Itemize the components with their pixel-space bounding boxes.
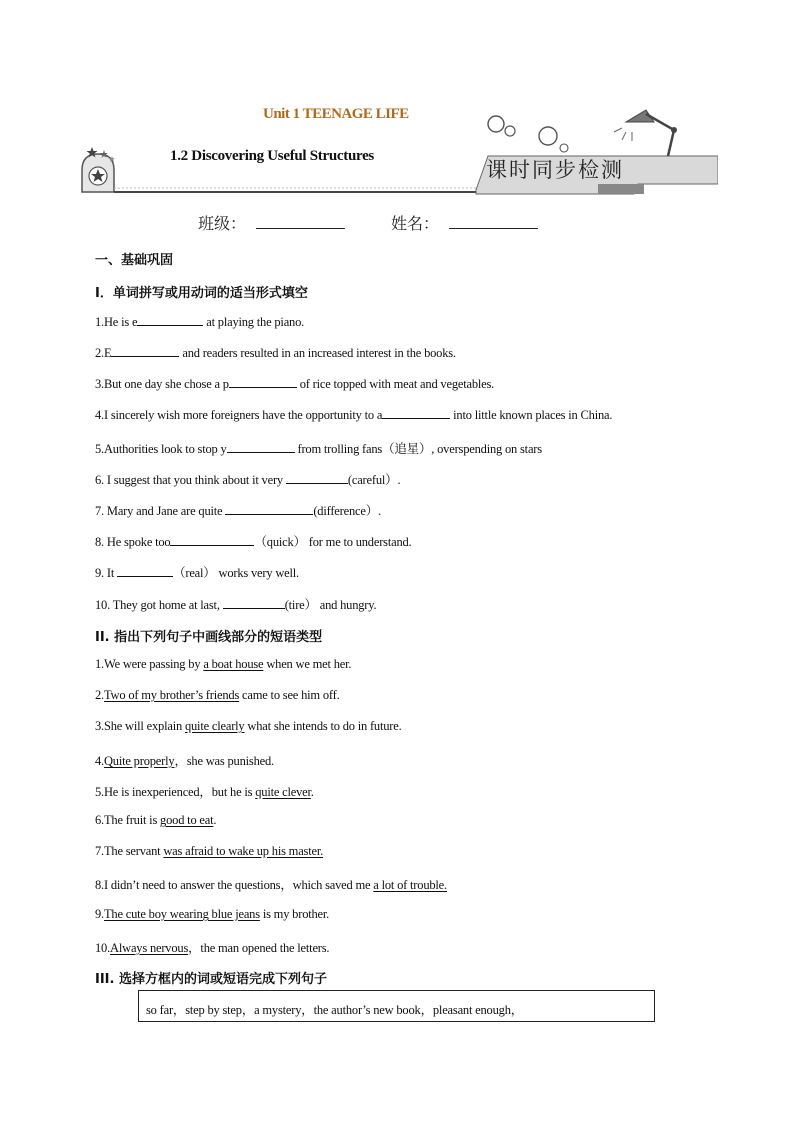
underlined-phrase: The cute boy wearing blue jeans: [103, 907, 260, 921]
question-item: 1.He is e at playing the piano.: [95, 315, 305, 329]
underlined-phrase: a boat house: [203, 657, 264, 671]
lamp-icon: [614, 110, 677, 156]
part-title: II. 指出下列句子中画线部分的短语类型: [95, 630, 323, 645]
question-item: 8.I didn’t need to answer the questions，which saved me a lot of trouble.: [95, 878, 447, 892]
student-info-row: [0, 208, 794, 238]
question-item: 6.The fruit is good to eat.: [95, 813, 217, 827]
underlined-phrase: quite clever: [255, 785, 311, 799]
question-item: 2.E and readers resulted in an increased interest in the books.: [95, 346, 456, 360]
class-label: 班级：: [198, 214, 247, 233]
underlined-phrase: Two of my brother’s friends: [103, 688, 240, 702]
underlined-phrase: a lot of trouble.: [373, 878, 447, 892]
question-item: 3.But one day she chose a p of rice topped with meat and vegetables.: [95, 377, 495, 391]
question-item: 8. He spoke too （quick） for me to understand.: [95, 535, 412, 549]
question-item: 9. It （real） works very well.: [95, 566, 299, 580]
question-item: 9.The cute boy wearing blue jeans is my brother.: [95, 907, 330, 921]
question-item: 4.I sincerely wish more foreigners have the opportunity to a into little known places in China.: [95, 408, 613, 422]
answer-blank[interactable]: [117, 565, 173, 577]
question-item: 7.The servant was afraid to wake up his master.: [95, 844, 324, 858]
word-box-text: so far，step by step，a mystery，the author’s new book，pleasant enough，: [146, 1003, 524, 1017]
answer-blank[interactable]: [227, 441, 295, 453]
question-item: 10. They got home at last, (tire） and hungry.: [95, 598, 377, 612]
answer-blank[interactable]: [170, 534, 254, 546]
name-label: 姓名：: [391, 214, 440, 233]
answer-blank[interactable]: [111, 345, 179, 357]
lesson-title: 1.2 Discovering Useful Structures: [170, 148, 374, 164]
question-item: 3.She will explain quite clearly what she intends to do in future.: [95, 719, 402, 733]
badge-icon: [82, 147, 115, 192]
question-item: 10.Always nervous，the man opened the letters.: [95, 941, 330, 955]
class-blank[interactable]: [256, 228, 345, 229]
name-blank[interactable]: [449, 228, 538, 229]
answer-blank[interactable]: [137, 314, 203, 326]
part-title: I．单词拼写或用动词的适当形式填空: [95, 286, 308, 301]
question-item: 6. I suggest that you think about it very (careful）.: [95, 473, 401, 487]
underlined-phrase: good to eat: [160, 813, 214, 827]
question-item: 4.Quite properly，she was punished.: [95, 754, 274, 768]
underlined-phrase: was afraid to wake up his master.: [163, 844, 324, 858]
answer-blank[interactable]: [223, 597, 285, 609]
question-item: 7. Mary and Jane are quite (difference）.: [95, 504, 381, 518]
header-banner: [78, 92, 718, 202]
question-item: 5.Authorities look to stop y from trolling fans（追星）, overspending on stars: [95, 442, 542, 456]
underlined-phrase: Quite properly: [103, 754, 175, 768]
underlined-phrase: Always nervous: [110, 941, 189, 955]
word-box: [138, 990, 655, 1022]
answer-blank[interactable]: [229, 376, 297, 388]
part-title: III. 选择方框内的词或短语完成下列句子: [95, 972, 327, 987]
unit-title: Unit 1 TEENAGE LIFE: [263, 106, 409, 122]
underlined-phrase: quite clearly: [184, 719, 245, 733]
bubbles-icon: [488, 116, 568, 152]
answer-blank[interactable]: [286, 472, 348, 484]
question-item: 1.We were passing by a boat house when we met her.: [95, 657, 352, 671]
answer-blank[interactable]: [225, 503, 313, 515]
question-item: 5.He is inexperienced，but he is quite clever.: [95, 785, 314, 799]
question-item: 2.Two of my brother’s friends came to see him off.: [95, 688, 340, 702]
answer-blank[interactable]: [382, 407, 450, 419]
brand-label: 课时同步检测: [486, 158, 624, 182]
section-title: 一、基础巩固: [95, 253, 174, 268]
